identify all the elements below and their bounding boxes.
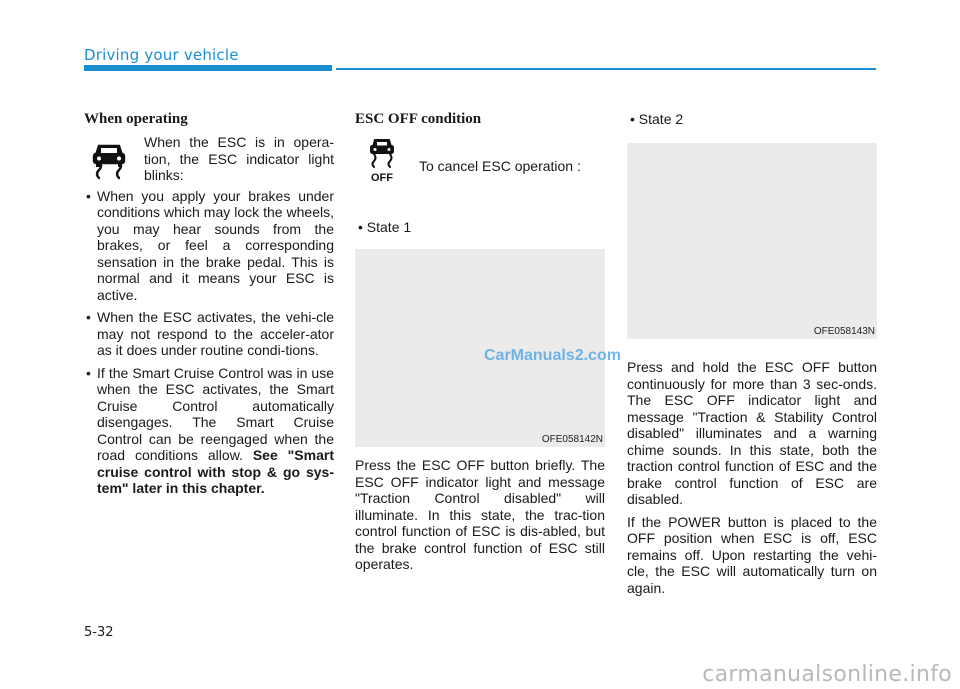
heading-when-operating: When operating	[84, 111, 188, 127]
figure-code: OFE058142N	[541, 434, 603, 445]
esc-off-indicator-block	[355, 134, 605, 194]
esc-off-indicator-icon	[355, 134, 409, 188]
operating-bullet-list	[84, 188, 334, 497]
power-off-paragraph: If the POWER button is placed to the OFF position when ESC is off, ESC remains off. Upon restarting the vehi-cle, the ESC will automatically turn on again.	[627, 513, 877, 596]
watermark: CarManuals2.com	[484, 347, 621, 364]
esc-indicator-block	[84, 134, 334, 184]
state-2-paragraph: Press and hold the ESC OFF button continuously for more than 3 sec-onds. The ESC OFF indicator light and message "Traction & Stability Control disabled" illuminates and a warning chime sounds. In this state, both the traction control function of ESC and the brake control function of ESC are disabled.	[627, 359, 877, 507]
state-2-label: • State 2	[627, 110, 877, 128]
off-label: OFF	[371, 172, 393, 184]
state-1-label: • State 1	[355, 218, 605, 236]
list-item	[84, 365, 334, 497]
esc-indicator-icon	[84, 138, 134, 178]
column-state-2	[627, 108, 877, 602]
esc-indicator-text: When the ESC is in opera-tion, the ESC indicator light blinks:	[144, 134, 334, 183]
figure-state-2	[627, 143, 877, 339]
esc-off-intro-text: To cancel ESC operation :	[419, 158, 581, 174]
list-item-text: If the Smart Cruise Control was in use when the ESC activates, the Smart Cruise Control automatically disengages. The Smart Cruise Control can be reengaged when the road conditions allow.	[97, 364, 334, 463]
list-item: • When you apply your brakes under conditions which may lock the wheels, you may hear sounds from the brakes, or feel a corresponding sensation in the brake pedal. This is normal and it means your ESC is active.	[84, 188, 334, 304]
state-1-paragraph: Press the ESC OFF button briefly. The ESC OFF indicator light and message "Traction Control disabled" will illuminate. In this state, the trac-tion control function of ESC is dis-abled, but the brake control function of ESC still operates.	[355, 457, 605, 572]
header-rule-thick	[84, 65, 332, 71]
figure-code: OFE058143N	[813, 326, 875, 337]
column-when-operating	[84, 108, 334, 503]
cross-reference: See "Smart cruise control with stop & go sys-tem" later in this chapter.	[97, 447, 334, 496]
header-rule-thin	[336, 68, 876, 70]
site-watermark: carmanualsonline.info	[702, 662, 952, 687]
section-title: Driving your vehicle	[84, 46, 239, 64]
list-item: • When the ESC activates, the vehi-cle may not respond to the acceler-ator as it does under routine condi-tions.	[84, 309, 334, 359]
heading-esc-off-condition: ESC OFF condition	[355, 111, 482, 127]
column-esc-off-condition	[355, 108, 605, 579]
page-number: 5-32	[84, 625, 114, 640]
